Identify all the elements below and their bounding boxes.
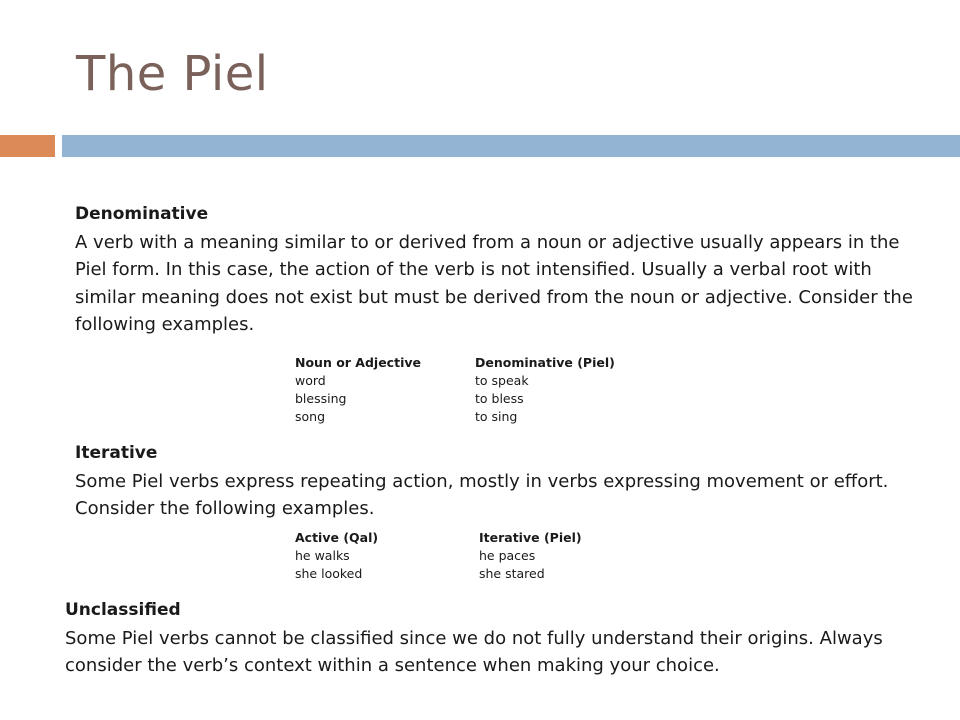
table-row [295, 390, 615, 408]
table-cell: word [295, 373, 326, 388]
table-cell: he paces [479, 548, 536, 563]
table-cell: she stared [479, 566, 545, 581]
table-cell: he walks [295, 548, 350, 563]
denominative-heading: Denominative [75, 204, 209, 224]
table-cell: to sing [475, 409, 518, 424]
iterative-section [75, 440, 925, 523]
iterative-body: Some Piel verbs express repeating action, mostly in verbs expressing movement or effort. Consider the following examples. [75, 470, 889, 519]
accent-bar-blue [62, 135, 960, 157]
page-title: The Piel [76, 46, 269, 102]
column-header: Denominative (Piel) [475, 355, 615, 370]
table-cell: song [295, 409, 326, 424]
table-row [295, 372, 615, 390]
iterative-heading: Iterative [75, 443, 158, 463]
table-row [295, 408, 615, 426]
denominative-section [75, 201, 925, 339]
table-cell: blessing [295, 391, 347, 406]
unclassified-body: Some Piel verbs cannot be classified since we do not fully understand their origins. Always consider the verb’s context within a sentence when making your choice. [65, 627, 883, 676]
table-row [295, 565, 582, 583]
table-row [295, 547, 582, 565]
denominative-examples-table [295, 354, 615, 426]
accent-bar-orange [0, 135, 55, 157]
table-cell: she looked [295, 566, 363, 581]
unclassified-heading: Unclassified [65, 600, 181, 620]
column-header: Noun or Adjective [295, 355, 421, 370]
column-header: Iterative (Piel) [479, 530, 582, 545]
table-header-row [295, 354, 615, 372]
table-cell: to bless [475, 391, 524, 406]
column-header: Active (Qal) [295, 530, 379, 545]
denominative-body: A verb with a meaning similar to or derived from a noun or adjective usually appears in the Piel form. In this case, the action of the verb is not intensified. Usually a verbal root with similar meaning does not exist but must be derived from the noun or adjective. Consider the following examples. [75, 231, 913, 335]
table-cell: to speak [475, 373, 529, 388]
table-header-row [295, 529, 582, 547]
unclassified-section [65, 597, 945, 680]
iterative-examples-table [295, 529, 582, 583]
